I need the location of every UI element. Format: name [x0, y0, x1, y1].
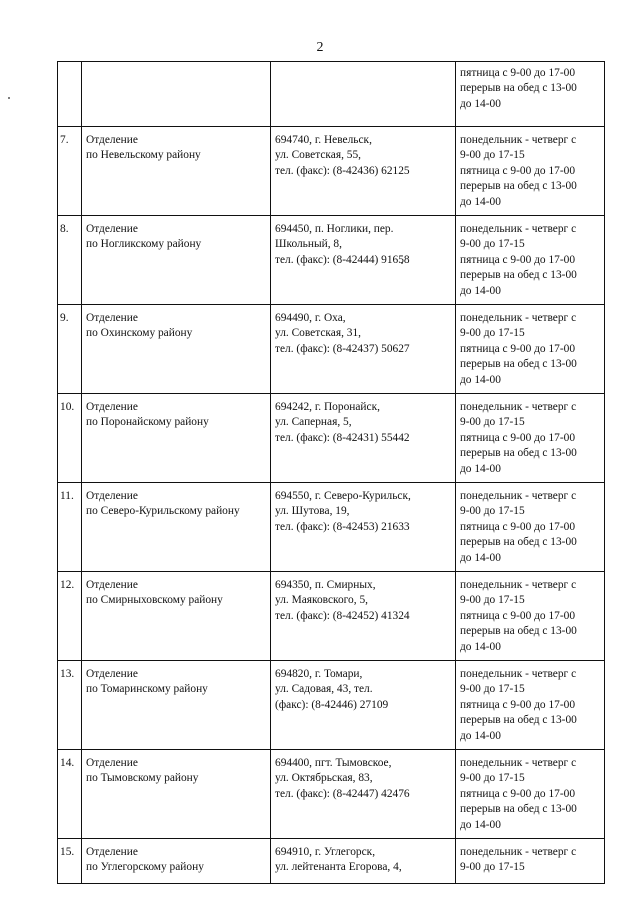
table-row [58, 483, 605, 572]
office-hours: понедельник - четверг с 9-00 до 17-15 пятница с 9-00 до 17-00 перерыв на обед с 13-00 до 14-00 [456, 750, 605, 839]
office-address: 694450, п. Ноглики, пер. Школьный, 8, тел. (факс): (8-42444) 91658 [271, 216, 456, 305]
row-number: 7. [58, 127, 82, 216]
office-address: 694550, г. Северо-Курильск, ул. Шутова, 19, тел. (факс): (8-42453) 21633 [271, 483, 456, 572]
office-address: 694400, пгт. Тымовское, ул. Октябрьская, 83, тел. (факс): (8-42447) 42476 [271, 750, 456, 839]
office-hours: понедельник - четверг с 9-00 до 17-15 пятница с 9-00 до 17-00 перерыв на обед с 13-00 до 14-00 [456, 394, 605, 483]
row-number [58, 62, 82, 127]
office-hours: понедельник - четверг с 9-00 до 17-15 пятница с 9-00 до 17-00 перерыв на обед с 13-00 до 14-00 [456, 216, 605, 305]
office-hours: пятница с 9-00 до 17-00 перерыв на обед с 13-00 до 14-00 [456, 62, 605, 127]
table-row [58, 750, 605, 839]
office-name: Отделение по Поронайскому району [82, 394, 271, 483]
branch-offices-table [57, 61, 605, 884]
office-name [82, 62, 271, 127]
page-number: 2 [316, 40, 324, 55]
office-name: Отделение по Углегорскому району [82, 839, 271, 884]
row-number: 12. [58, 572, 82, 661]
table-row [58, 839, 605, 884]
office-hours: понедельник - четверг с 9-00 до 17-15 пятница с 9-00 до 17-00 перерыв на обед с 13-00 до 14-00 [456, 305, 605, 394]
table-row [58, 62, 605, 127]
row-number: 10. [58, 394, 82, 483]
row-number: 8. [58, 216, 82, 305]
office-name: Отделение по Ногликскому району [82, 216, 271, 305]
office-address: 694350, п. Смирных, ул. Маяковского, 5, тел. (факс): (8-42452) 41324 [271, 572, 456, 661]
office-name: Отделение по Томаринскому району [82, 661, 271, 750]
row-number: 15. [58, 839, 82, 884]
office-name: Отделение по Невельскому району [82, 127, 271, 216]
office-address: 694740, г. Невельск, ул. Советская, 55, тел. (факс): (8-42436) 62125 [271, 127, 456, 216]
office-name: Отделение по Северо-Курильскому району [82, 483, 271, 572]
office-hours: понедельник - четверг с 9-00 до 17-15 пятница с 9-00 до 17-00 перерыв на обед с 13-00 до 14-00 [456, 127, 605, 216]
office-address: 694490, г. Оха, ул. Советская, 31, тел. (факс): (8-42437) 50627 [271, 305, 456, 394]
table-row [58, 572, 605, 661]
office-name: Отделение по Охинскому району [82, 305, 271, 394]
table-row [58, 216, 605, 305]
office-hours: понедельник - четверг с 9-00 до 17-15 пятница с 9-00 до 17-00 перерыв на обед с 13-00 до 14-00 [456, 572, 605, 661]
table-body [58, 62, 605, 884]
scan-speck [8, 97, 10, 99]
office-name: Отделение по Тымовскому району [82, 750, 271, 839]
table-row [58, 661, 605, 750]
row-number: 9. [58, 305, 82, 394]
row-number: 11. [58, 483, 82, 572]
office-address: 694820, г. Томари, ул. Садовая, 43, тел. (факс): (8-42446) 27109 [271, 661, 456, 750]
table-row [58, 305, 605, 394]
office-address: 694910, г. Углегорск, ул. лейтенанта Егорова, 4, [271, 839, 456, 884]
row-number: 13. [58, 661, 82, 750]
office-address: 694242, г. Поронайск, ул. Саперная, 5, тел. (факс): (8-42431) 55442 [271, 394, 456, 483]
table-row [58, 127, 605, 216]
office-name: Отделение по Смирныховскому району [82, 572, 271, 661]
table-row [58, 394, 605, 483]
office-hours: понедельник - четверг с 9-00 до 17-15 пятница с 9-00 до 17-00 перерыв на обед с 13-00 до 14-00 [456, 483, 605, 572]
office-address [271, 62, 456, 127]
row-number: 14. [58, 750, 82, 839]
office-hours: понедельник - четверг с 9-00 до 17-15 [456, 839, 605, 884]
office-hours: понедельник - четверг с 9-00 до 17-15 пятница с 9-00 до 17-00 перерыв на обед с 13-00 до 14-00 [456, 661, 605, 750]
